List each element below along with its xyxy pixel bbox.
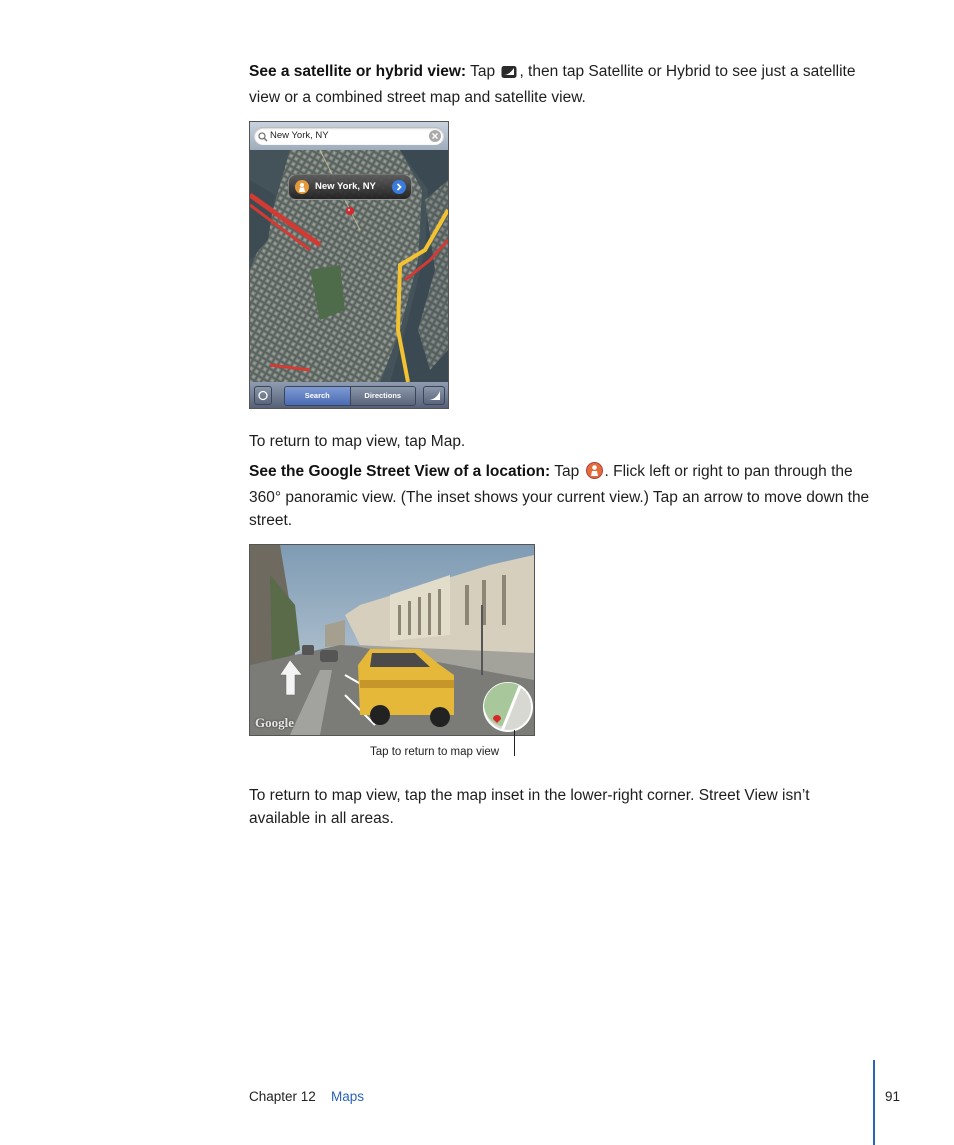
caption-leader-line bbox=[514, 730, 515, 756]
satellite-map-screenshot bbox=[249, 121, 449, 409]
directions-tab[interactable]: Directions bbox=[350, 387, 416, 405]
search-bar bbox=[250, 122, 448, 150]
street-view-text-before: Tap bbox=[554, 463, 580, 480]
detail-disclosure-icon[interactable] bbox=[392, 180, 406, 204]
search-tab[interactable]: Search bbox=[285, 387, 350, 405]
location-callout[interactable] bbox=[288, 174, 412, 200]
return-to-map-text: To return to map view, tap Map. bbox=[249, 433, 466, 450]
mode-segmented-control bbox=[284, 386, 416, 406]
map-inset bbox=[484, 683, 532, 731]
bottom-toolbar bbox=[250, 382, 448, 408]
satellite-heading: See a satellite or hybrid view: bbox=[249, 63, 467, 80]
street-view-text-after: . Flick left or right to pan through the 360° panoramic view. (The inset shows your current view.) Tap an arrow to move down the street. bbox=[249, 463, 870, 529]
footer-section-link[interactable]: Maps bbox=[331, 1089, 365, 1104]
satellite-text-before: Tap bbox=[470, 63, 496, 80]
page-curl-button[interactable] bbox=[423, 386, 445, 405]
final-instructions: To return to map view, tap the map inset in the lower-right corner. Street View isn’t available in all areas. bbox=[249, 787, 810, 827]
street-view-heading: See the Google Street View of a location: bbox=[249, 463, 551, 480]
pegman-icon[interactable] bbox=[295, 180, 309, 204]
clear-icon[interactable] bbox=[429, 130, 441, 149]
google-logo: Google bbox=[255, 715, 294, 730]
street-view-panorama[interactable] bbox=[250, 545, 534, 735]
page-curl-icon bbox=[501, 63, 517, 86]
footer-chapter: Chapter 12 bbox=[249, 1089, 316, 1104]
callout-label: New York, NY bbox=[315, 181, 376, 192]
satellite-instructions bbox=[249, 60, 879, 109]
footer-divider bbox=[873, 1060, 875, 1145]
locate-icon bbox=[255, 387, 271, 404]
street-view-screenshot[interactable] bbox=[249, 544, 535, 736]
search-icon bbox=[258, 131, 268, 149]
satellite-text-after: , then tap Satellite or Hybrid to see just a satellite view or a combined street map and satellite view. bbox=[249, 63, 856, 106]
search-input-value: New York, NY bbox=[270, 130, 329, 141]
current-location-button[interactable] bbox=[254, 386, 272, 405]
map-inset-caption: Tap to return to map view bbox=[370, 746, 500, 758]
street-view-pegman-icon bbox=[586, 462, 603, 486]
search-input[interactable] bbox=[254, 127, 444, 145]
page-number: 91 bbox=[885, 1089, 901, 1104]
page-curl-icon bbox=[424, 387, 444, 404]
street-view-instructions bbox=[249, 460, 879, 532]
